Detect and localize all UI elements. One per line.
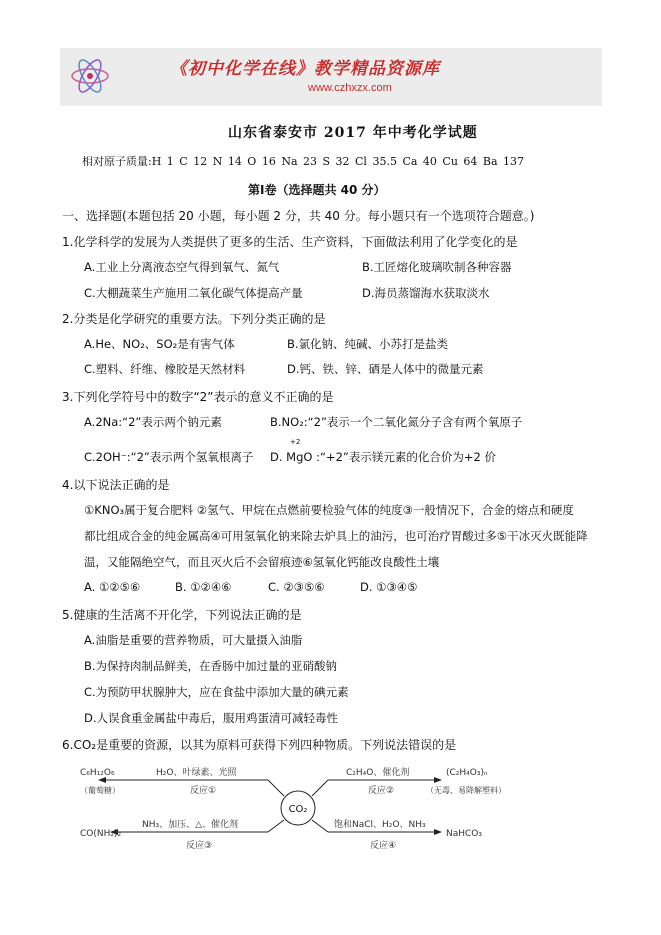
header-banner [60, 48, 602, 106]
arrow-link-2 [312, 780, 328, 796]
question-4-option-c: C. ②③⑤⑥ [268, 580, 325, 594]
arrow-link-1 [268, 780, 284, 796]
bottom-left-reaction: 反应③ [186, 841, 213, 851]
instructions: 一、选择题(本题包括 20 小题，每小题 2 分，共 40 分。每小题只有一个选项符合题意。) [62, 209, 535, 223]
arrowhead-2-icon [434, 777, 442, 783]
co2-label: CO₂ [288, 804, 308, 815]
question-2-option-a: A.He、NO₂、SO₂是有害气体 [84, 337, 235, 351]
top-right-product-note: （无毒、易降解塑料） [426, 786, 506, 795]
arrowhead-4-icon [434, 829, 442, 835]
bottom-right-product: NaHCO₃ [446, 829, 482, 839]
question-3-option-d: D. MgO :“+2”表示镁元素的化合价为+2 价 [270, 450, 496, 464]
paper-title: 山东省泰安市 2017 年中考化学试题 [228, 125, 478, 141]
question-5-option-c: C.为预防甲状腺肿大，应在食盐中添加大量的碘元素 [84, 685, 349, 699]
top-left-reaction: 反应① [190, 786, 217, 796]
top-left-conditions: H₂O、叶绿素、光照 [156, 768, 237, 778]
top-left-product-note: （葡萄糖） [80, 786, 120, 795]
question-5-option-a: A.油脂是重要的营养物质，可大量摄入油脂 [84, 633, 303, 647]
question-4-option-a: A. ①②⑤⑥ [84, 580, 141, 594]
question-1-option-c: C.大棚蔬菜生产施用二氧化碳气体提高产量 [84, 286, 303, 300]
question-1-stem: 1.化学科学的发展为人类提供了更多的生活、生产资料，下面做法利用了化学变化的是 [62, 235, 518, 249]
question-2-option-d: D.钙、铁、锌、硒是人体中的微量元素 [287, 362, 484, 376]
question-1-option-b: B.工匠熔化玻璃吹制各种容器 [362, 260, 512, 274]
atom-logo-icon [68, 54, 112, 98]
question-5-option-b: B.为保持肉制品鲜美，在香肠中加过量的亚硝酸钠 [84, 659, 338, 673]
question-2-option-c: C.塑料、纤维、橡胶是天然材料 [84, 362, 246, 376]
question-1-option-a: A.工业上分离液态空气得到氧气、氮气 [84, 260, 280, 274]
question-3-option-b: B.NO₂:“2”表示一个二氧化氮分子含有两个氧原子 [270, 415, 523, 429]
bottom-right-reaction: 反应④ [370, 841, 397, 851]
mgo-charge-label: +2 [290, 438, 301, 446]
banner-title: 《初中化学在线》教学精品资源库 [170, 59, 440, 79]
question-3-option-c: C.2OH⁻:“2”表示两个氢氧根离子 [84, 450, 254, 464]
question-6-stem: 6.CO₂是重要的资源，以其为原料可获得下列四种物质。下列说法错误的是 [62, 738, 457, 752]
bottom-left-product: CO(NH₂)₂ [80, 829, 122, 839]
question-3-stem: 3.下列化学符号中的数字“2”表示的意义不正确的是 [62, 390, 334, 404]
question-4-body-line-1: ①KNO₃属于复合肥料 ②氢气、甲烷在点燃前要检验气体的纯度③一般情况下，合金的熔点和硬度 [84, 503, 574, 517]
question-4-option-b: B. ①②④⑥ [175, 580, 232, 594]
banner-url[interactable]: www.czhxzx.com [308, 82, 392, 94]
section-title: 第Ⅰ卷（选择题共 40 分） [248, 183, 386, 197]
top-right-conditions: C₂H₄O、催化剂 [346, 768, 410, 778]
bottom-right-conditions: 饱和NaCl、H₂O、NH₃ [334, 820, 426, 830]
question-4-body-line-3: 温，又能隔绝空气，而且灭火后不会留痕迹⑥氢氧化钙能改良酸性土壤 [84, 555, 440, 569]
arrow-link-3 [268, 820, 284, 832]
question-5-stem: 5.健康的生活离不开化学，下列说法正确的是 [62, 608, 302, 622]
top-left-product: C₆H₁₂O₆ [80, 768, 115, 778]
co2-reaction-diagram [80, 760, 520, 856]
question-2-option-b: B.氯化钠、纯碱、小苏打是盐类 [287, 337, 449, 351]
top-right-reaction: 反应② [368, 786, 395, 796]
question-4-stem: 4.以下说法正确的是 [62, 478, 170, 492]
arrow-link-4 [312, 820, 328, 832]
question-1-option-d: D.海员蒸馏海水获取淡水 [362, 286, 490, 300]
atomic-masses: 相对原子质量:H 1 C 12 N 14 O 16 Na 23 S 32 Cl 35.5 Ca 40 Cu 64 Ba 137 [82, 155, 525, 168]
question-3-option-a: A.2Na:“2”表示两个钠元素 [84, 415, 222, 429]
bottom-left-conditions: NH₃、加压、△、催化剂 [142, 820, 239, 830]
question-2-stem: 2.分类是化学研究的重要方法。下列分类正确的是 [62, 312, 326, 326]
question-4-option-d: D. ①③④⑤ [360, 580, 418, 594]
question-5-option-d: D.人误食重金属盐中毒后，服用鸡蛋清可减轻毒性 [84, 711, 339, 725]
top-right-product: (C₂H₄O₃)ₙ [446, 768, 488, 778]
question-4-body-line-2: 都比组成合金的纯金属高④可用氢氧化钠来除去炉具上的油污，也可治疗胃酸过多⑤干冰灭火既能降 [84, 529, 588, 543]
